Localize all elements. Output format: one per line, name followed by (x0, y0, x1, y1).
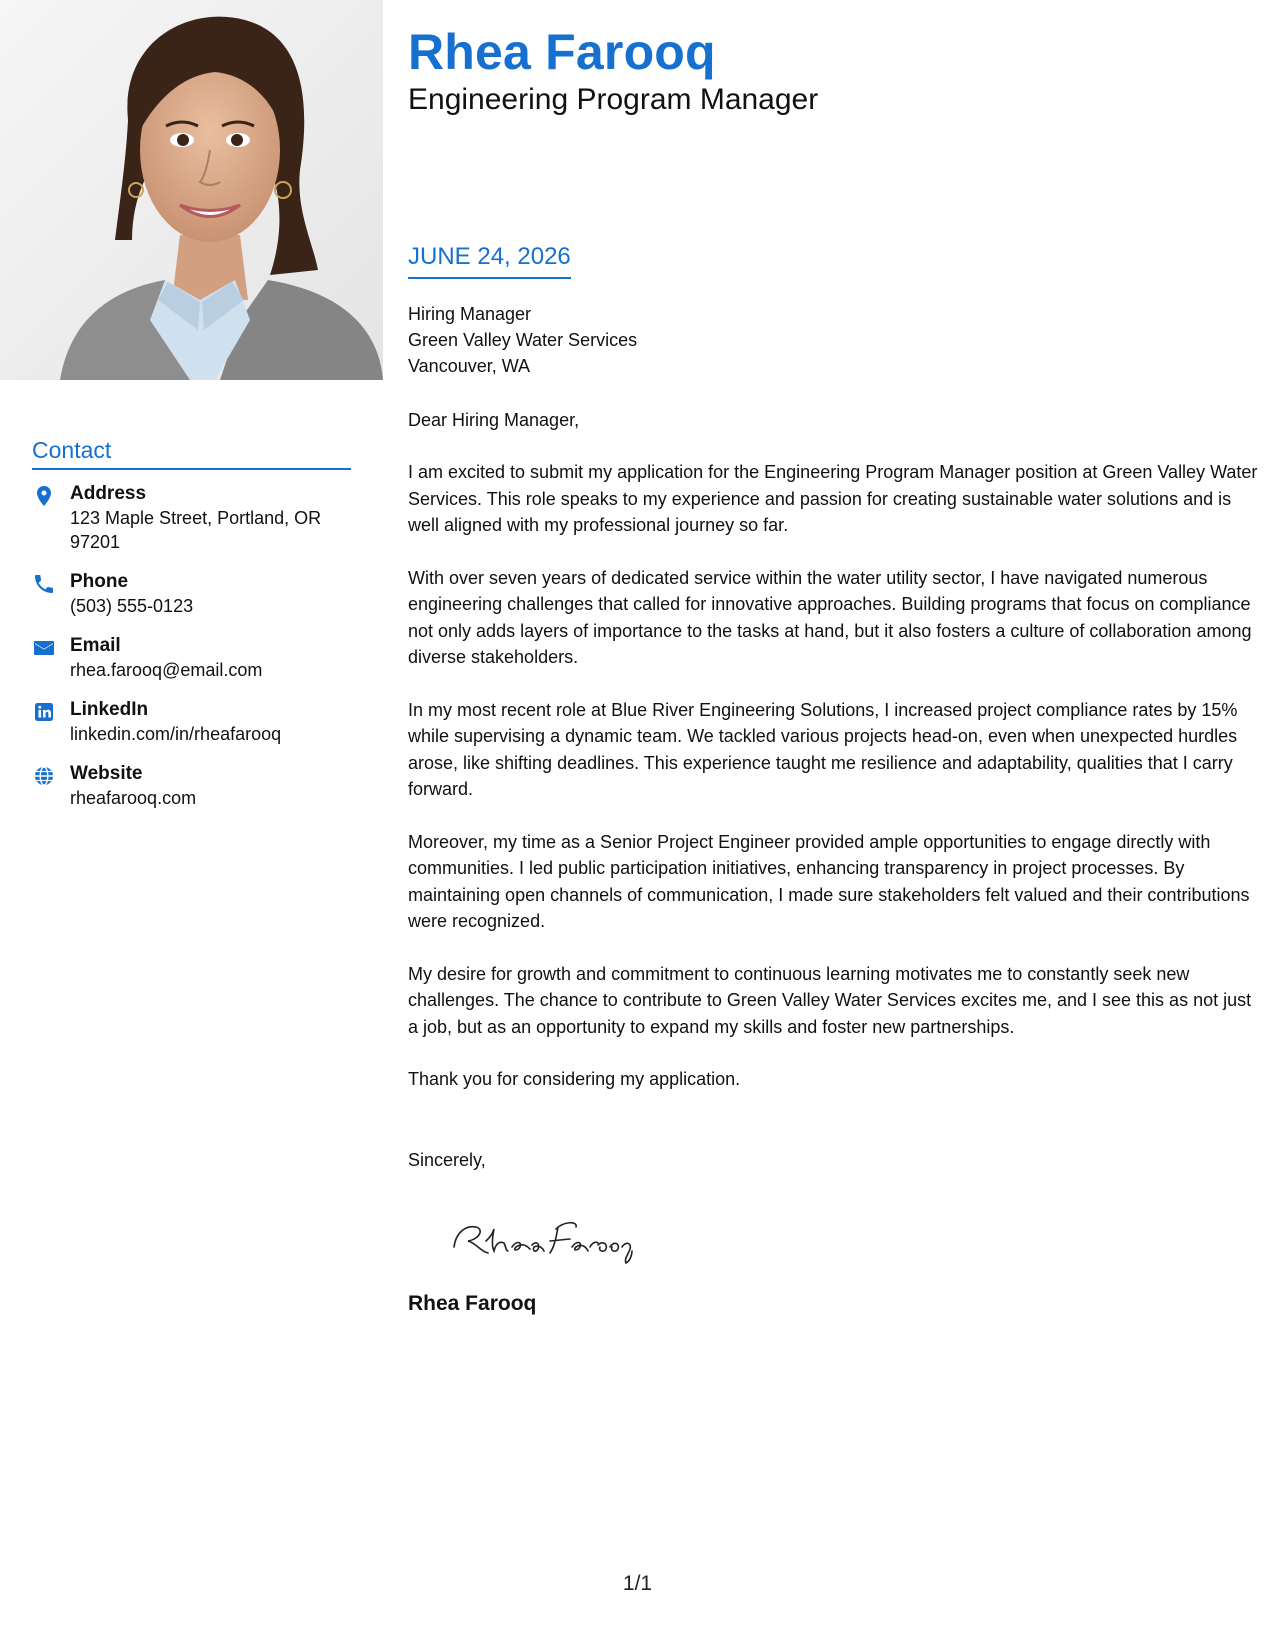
page-number: 1/1 (622, 1572, 653, 1595)
recipient-line: Hiring Manager (408, 304, 532, 324)
contact-heading: Contact (32, 437, 351, 470)
linkedin-icon (32, 700, 56, 724)
contact-label: Address (70, 483, 147, 504)
envelope-icon (32, 636, 56, 660)
contact-value-email[interactable]: rhea.farooq@email.com (70, 660, 263, 680)
recipient-line: Green Valley Water Services (408, 330, 638, 350)
letter-main (408, 22, 1258, 1316)
globe-icon (32, 764, 56, 788)
contact-value-linkedin[interactable]: linkedin.com/in/rheafarooq (70, 724, 282, 744)
contact-label: Phone (70, 571, 129, 592)
letter-paragraph: Moreover, my time as a Senior Project Engineer provided ample opportunities to engage directly with communities. I led public participation initiatives, enhancing transparency in project processes. By maintaining open channels of communication, I made sure stakeholders felt valued and their contributions were recognized. (408, 831, 1250, 931)
letter-paragraph: In my most recent role at Blue River Engineering Solutions, I increased project compliance rates by 15% while supervising a dynamic team. We tackled various projects head-on, even when unexpected hurdles arose, like shifting deadlines. This experience taught me resilience and adaptability, qualities that I carry forward. (408, 699, 1238, 799)
contact-label: LinkedIn (70, 699, 149, 720)
profile-photo (0, 0, 383, 380)
letter-paragraph: I am excited to submit my application for the Engineering Program Manager position at Green Valley Water Services. This role speaks to my experience and passion for creating sustainable water solutions and is well aligned with my professional journey so far. (408, 462, 1258, 535)
letter-paragraph: Thank you for considering my application. (408, 1069, 741, 1089)
contact-item-email (32, 634, 351, 682)
salutation: Dear Hiring Manager, (408, 410, 580, 430)
letter-date: JUNE 24, 2026 (408, 243, 571, 279)
contact-item-website (32, 762, 351, 810)
contact-label: Website (70, 763, 143, 784)
contact-value-website[interactable]: rheafarooq.com (70, 788, 197, 808)
handwritten-signature (446, 1207, 646, 1267)
recipient-line: Vancouver, WA (408, 356, 531, 376)
closing: Sincerely, (408, 1149, 486, 1170)
contact-value-address: 123 Maple Street, Portland, OR 97201 (70, 508, 322, 552)
letter-paragraph: With over seven years of dedicated service within the water utility sector, I have navigated numerous engineering challenges that called for innovative approaches. Building programs that focus on compliance not only adds layers of importance to the tasks at hand, but it also fosters a culture of collaboration among diverse stakeholders. (408, 567, 1252, 667)
applicant-title: Engineering Program Manager (408, 83, 819, 116)
recipient-block (408, 301, 1258, 379)
applicant-name: Rhea Farooq (408, 24, 716, 80)
contact-value-phone: (503) 555-0123 (70, 596, 194, 616)
contact-item-address (32, 482, 351, 554)
location-pin-icon (32, 484, 56, 508)
contact-label: Email (70, 635, 121, 656)
contact-section (32, 437, 351, 826)
contact-item-linkedin (32, 698, 351, 746)
letter-paragraph: My desire for growth and commitment to continuous learning motivates me to constantly seek new challenges. The chance to contribute to Green Valley Water Services excites me, and I see this as not just a job, but as an opportunity to expand my skills and foster new partnerships. (408, 963, 1252, 1037)
phone-icon (32, 572, 56, 596)
contact-item-phone (32, 570, 351, 618)
signer-name: Rhea Farooq (408, 1291, 537, 1315)
